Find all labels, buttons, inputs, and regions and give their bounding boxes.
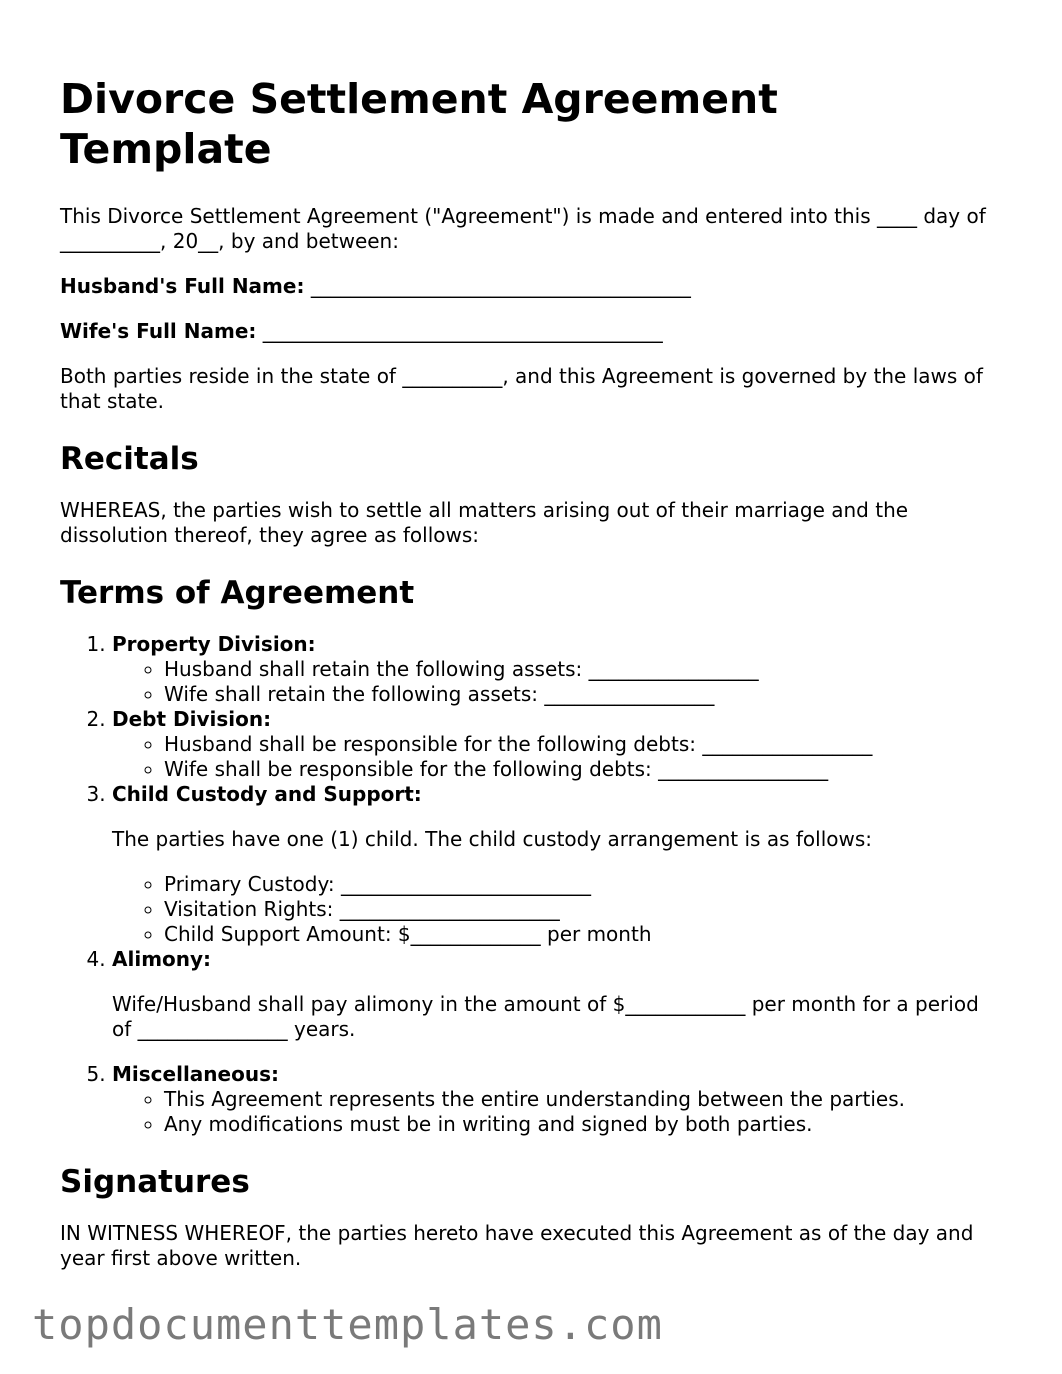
- husband-name-blank: ______________________________________: [310, 274, 691, 298]
- custody-paragraph: The parties have one (1) child. The child custody arrangement is as follows:: [112, 827, 872, 851]
- recitals-heading: Recitals: [60, 441, 199, 477]
- residence-paragraph: Both parties reside in the state of __________, and this Agreement is governed by the laws of that state.: [60, 364, 983, 413]
- list-item: ◦ Primary Custody: _________________________: [164, 872, 1000, 897]
- term-property-division: [112, 632, 1000, 707]
- wife-name-blank: ________________________________________: [262, 319, 663, 343]
- wife-name-label: Wife's Full Name:: [60, 319, 257, 343]
- list-item: ◦ Child Support Amount: $_____________ per month: [164, 922, 1000, 947]
- term-miscellaneous: [112, 1062, 1000, 1137]
- list-item: ◦ Any modifications must be in writing and signed by both parties.: [164, 1112, 1000, 1137]
- list-item: ◦ Wife shall be responsible for the following debts: _________________: [164, 757, 1000, 782]
- misc-items: [112, 1087, 1000, 1137]
- terms-list: [60, 632, 1000, 1137]
- list-item: ◦ This Agreement represents the entire understanding between the parties.: [164, 1087, 1000, 1112]
- list-item: ◦ Husband shall retain the following assets: _________________: [164, 657, 1000, 682]
- watermark: topdocumenttemplates.com: [32, 1300, 663, 1349]
- property-items: [112, 657, 1000, 707]
- term-title: Property Division:: [112, 632, 316, 656]
- term-child-custody: [112, 782, 1000, 947]
- terms-heading: Terms of Agreement: [60, 575, 415, 611]
- term-title: Debt Division:: [112, 707, 272, 731]
- husband-name-field: [60, 274, 1000, 299]
- alimony-paragraph: Wife/Husband shall pay alimony in the amount of $____________ per month for a period of _______________ years.: [112, 992, 979, 1041]
- custody-items: [112, 872, 1000, 947]
- term-title: Alimony:: [112, 947, 212, 971]
- debt-items: [112, 732, 1000, 782]
- list-item: ◦ Wife shall retain the following assets: _________________: [164, 682, 1000, 707]
- document-title: Divorce Settlement Agreement Template: [60, 75, 778, 173]
- signatures-paragraph: IN WITNESS WHEREOF, the parties hereto have executed this Agreement as of the day and year first above written.: [60, 1221, 974, 1270]
- list-item: ◦ Husband shall be responsible for the following debts: _________________: [164, 732, 1000, 757]
- term-alimony: [112, 947, 1000, 1042]
- signatures-heading: Signatures: [60, 1164, 250, 1200]
- term-title: Child Custody and Support:: [112, 782, 422, 806]
- document-page: [60, 74, 1000, 1291]
- wife-name-field: [60, 319, 1000, 344]
- recitals-paragraph: WHEREAS, the parties wish to settle all matters arising out of their marriage and the dissolution thereof, they agree as follows:: [60, 498, 909, 547]
- term-title: Miscellaneous:: [112, 1062, 279, 1086]
- term-debt-division: [112, 707, 1000, 782]
- intro-paragraph: This Divorce Settlement Agreement ("Agreement") is made and entered into this ____ day of __________, 20__, by and between:: [60, 204, 986, 253]
- list-item: ◦ Visitation Rights: ______________________: [164, 897, 1000, 922]
- husband-name-label: Husband's Full Name:: [60, 274, 305, 298]
